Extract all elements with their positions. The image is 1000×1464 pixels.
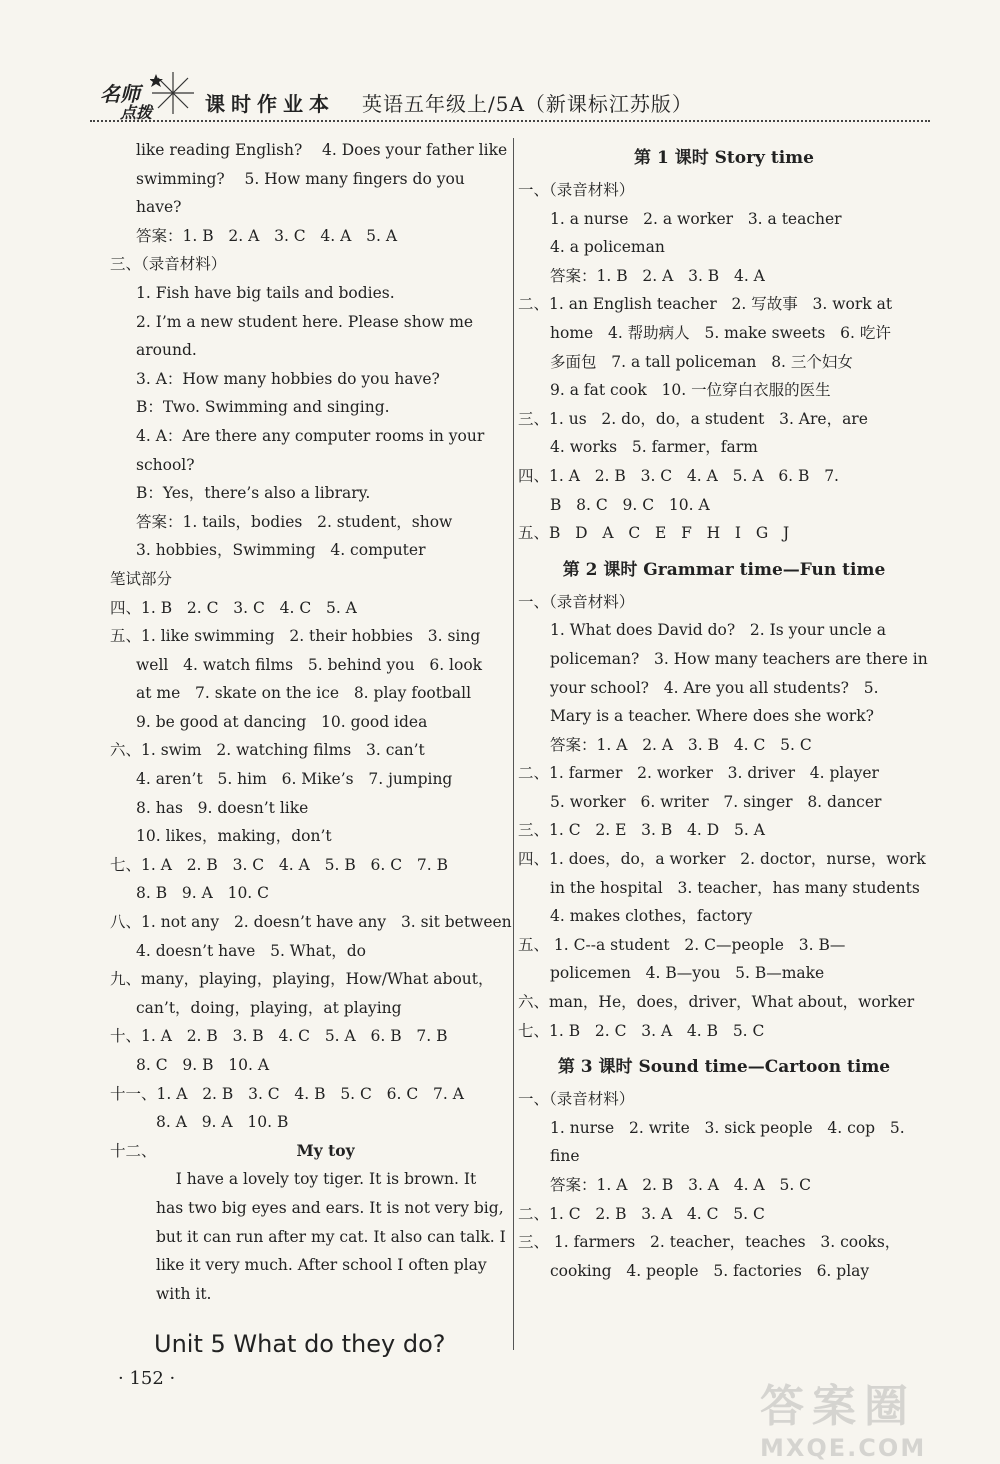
essay-title: My toy [296,1140,355,1160]
answer-line: 二、1. C 2. B 3. A 4. C 5. C [518,1204,765,1223]
answer-line: 4. doesn’t have 5. What，do [136,941,366,960]
answer-line: but it can run after my cat. It also can talk. I [156,1227,506,1246]
answer-line: 1. a nurse 2. a worker 3. a teacher [550,209,842,228]
answer-line: 8. A 9. A 10. B [156,1113,289,1132]
answer-line: 3. A：How many hobbies do you have? [136,369,440,388]
answer-line: 4. A：Are there any computer rooms in your [136,426,485,445]
answer-line: 5. worker 6. writer 7. singer 8. dancer [550,792,882,811]
answer-line: 二、1. an English teacher 2. 写故事 3. work at [518,295,893,314]
answer-line: 十一、1. A 2. B 3. C 4. B 5. C 6. C 7. A [110,1084,464,1103]
answer-line: home 4. 帮助病人 5. make sweets 6. 吃许 [550,323,891,342]
answer-line: 九、many，playing，playing，How/What about， [110,970,494,989]
answer-line: 六、1. swim 2. watching films 3. can’t [110,741,425,760]
answer-line: well 4. watch films 5. behind you 6. look [136,655,483,674]
answer-line: 七、1. A 2. B 3. C 4. A 5. B 6. C 7. B [110,855,448,874]
page-header [90,70,930,122]
book-title: 英语五年级上/5A（新课标江苏版） [362,92,693,116]
answer-line: with it. [156,1284,212,1303]
page-number: · 152 · [118,1368,176,1389]
left-column [110,136,510,1368]
answer-line: like it very much. After school I often play [156,1256,487,1275]
answer-line: 4. makes clothes，factory [550,907,753,926]
answer-line: 七、1. B 2. C 3. A 4. B 5. C [518,1021,765,1040]
answer-line: 十、1. A 2. B 3. B 4. C 5. A 6. B 7. B [110,1027,448,1046]
answer-line: 9. be good at dancing 10. good idea [136,712,428,731]
watermark-text-top: 答案圈 [760,1381,916,1432]
answer-line: 答案：1. tails，bodies 2. student，show [136,512,453,531]
answer-line: policeman? 3. How many teachers are there in [550,649,928,668]
answer-line: policemen 4. B—you 5. B—make [550,964,825,983]
answer-line: in the hospital 3. teacher，has many students [550,878,920,897]
answer-line: can’t，doing，playing，at playing [136,998,402,1017]
right-column [518,136,930,1285]
answer-line: 二、1. farmer 2. worker 3. driver 4. player [518,764,879,783]
logo-text-top: 名师 [100,82,140,106]
section-twelve-heading [110,1137,510,1166]
answer-line: 3. hobbies，Swimming 4. computer [136,541,426,560]
answer-line: 三、 1. farmers 2. teacher，teaches 3. cooks， [518,1233,901,1252]
section-label: 十二、 [110,1141,157,1160]
answer-line: 4. a policeman [550,238,665,257]
answer-line: B：Yes，there’s also a library. [136,484,371,503]
answer-line: your school? 4. Are you all students? 5. [550,678,879,697]
answer-line: 答案：1. A 2. B 3. A 4. A 5. C [550,1176,812,1194]
answer-line: 答案：1. A 2. A 3. B 4. C 5. C [550,735,812,754]
answer-line: 答案：1. B 2. A 3. C 4. A 5. A [136,226,398,245]
site-watermark [760,1370,990,1460]
answer-line: 一、（录音材料） [518,181,635,199]
answer-line: fine [550,1147,580,1166]
answer-line: 一、（录音材料） [518,1090,635,1109]
answer-line: 五、B D A C E F H I G J [518,524,790,543]
answer-line: 1. What does David do? 2. Is your uncle a [550,621,886,640]
answer-line: has two big eyes and ears. It is not very big, [156,1198,504,1217]
answer-line: B 8. C 9. C 10. A [550,495,710,514]
answer-line: 8. has 9. doesn’t like [136,798,309,817]
answer-line: 4. aren’t 5. him 6. Mike’s 7. jumping [136,770,453,789]
answer-line: 三、（录音材料） [110,255,227,274]
series-title: 课时作业本 [205,92,335,116]
answer-line: 五、 1. C--a student 2. C—people 3. B— [518,935,846,954]
answer-line: school? [136,455,195,474]
watermark-text-bottom: MXQE.COM [760,1434,927,1462]
answer-line: 三、1. us 2. do，do，a student 3. Are，are [518,409,868,428]
answer-line: 4. works 5. farmer，farm [550,438,758,457]
answer-line: swimming? 5. How many fingers do you [136,169,465,188]
answer-line: cooking 4. people 5. factories 6. play [550,1261,870,1280]
answer-line: 六、man，He，does，driver，What about，worker [518,993,915,1012]
unit-title: Unit 5 What do they do? [154,1330,446,1359]
answer-line: 四、1. B 2. C 3. C 4. C 5. A [110,598,357,617]
answer-line: 三、1. C 2. E 3. B 4. D 5. A [518,821,765,840]
answer-line: 五、1. like swimming 2. their hobbies 3. sing [110,627,481,646]
answer-line: 答案：1. B 2. A 3. B 4. A [550,266,765,285]
answer-line: 多面包 7. a tall policeman 8. 三个妇女 [550,352,853,371]
answer-line: 1. Fish have big tails and bodies. [136,283,395,302]
sparkle-icon [150,70,196,116]
answer-line: like reading English? 4. Does your father like [136,141,508,159]
answer-line: 八、1. not any 2. doesn’t have any 3. sit between [110,913,512,932]
answer-line: have? [136,198,182,217]
answer-line: 一、（录音材料） [518,592,635,611]
logo-text-bottom: 点拨 [120,103,153,122]
answer-line: Mary is a teacher. Where does she work? [550,707,874,726]
answer-line: 四、1. A 2. B 3. C 4. A 5. A 6. B 7. [518,466,839,485]
column-divider [513,138,514,1350]
answer-line: around. [136,341,197,360]
lesson-heading: 第 2 课时 Grammar time—Fun time [562,559,886,580]
answer-line: 9. a fat cook 10. 一位穿白衣服的医生 [550,381,831,400]
answer-line: 1. nurse 2. write 3. sick people 4. cop 5. [550,1118,905,1137]
answer-line: 四、1. does，do，a worker 2. doctor，nurse，work [518,850,926,869]
answer-line: I have a lovely toy tiger. It is brown. It [156,1170,477,1189]
lesson-heading: 第 1 课时 Story time [634,148,814,168]
answer-line: 2. I’m a new student here. Please show me [136,312,474,331]
answer-line: B：Two. Swimming and singing. [136,398,390,417]
answer-line: 10. likes，making，don’t [136,827,332,846]
lesson-heading: 第 3 课时 Sound time—Cartoon time [557,1057,891,1078]
publisher-logo [90,70,200,122]
answer-line: at me 7. skate on the ice 8. play football [136,684,472,703]
answer-line: 笔试部分 [110,569,173,588]
answer-line: 8. C 9. B 10. A [136,1056,270,1074]
answer-line: 8. B 9. A 10. C [136,884,270,903]
